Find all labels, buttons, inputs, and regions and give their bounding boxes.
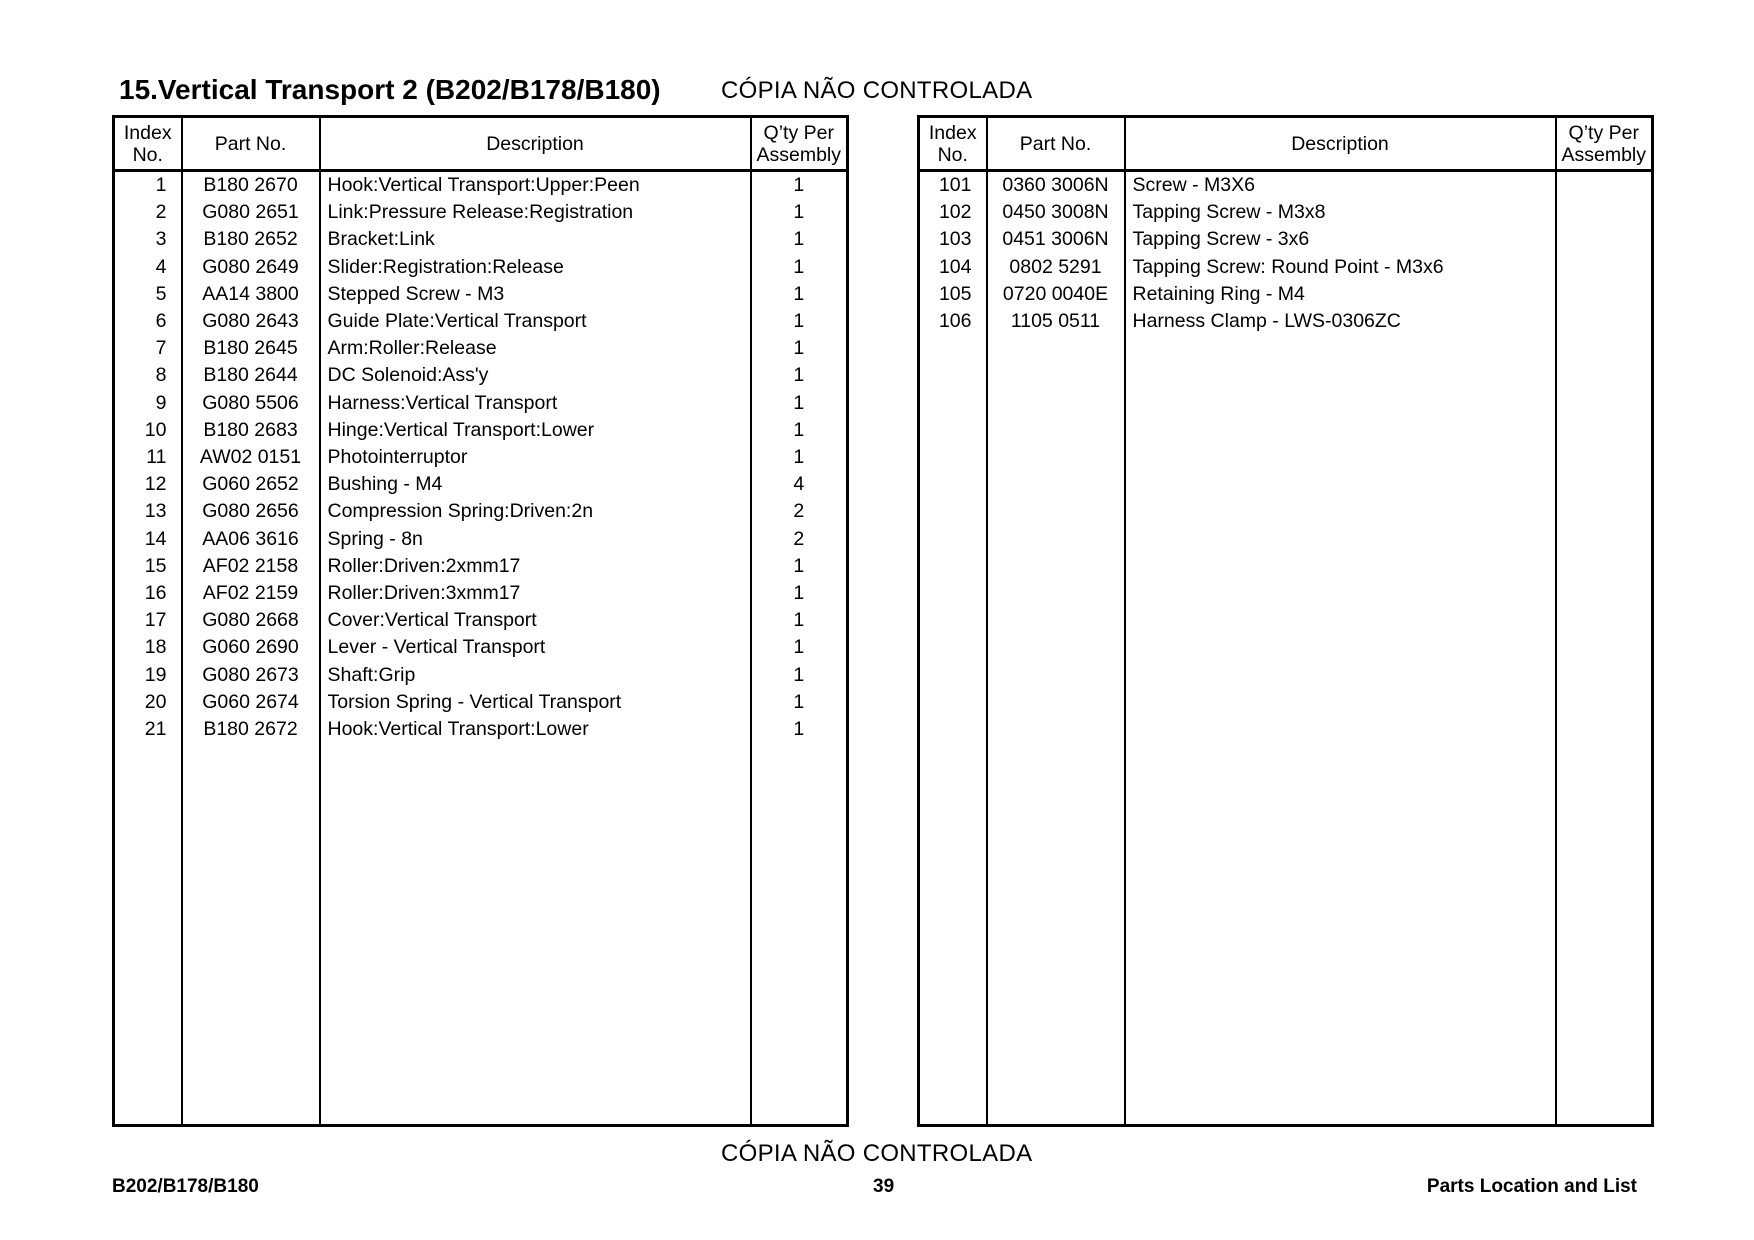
cell-part-no: 1105 0511 (987, 308, 1125, 335)
cell-index: 18 (114, 634, 182, 661)
cell-index: 14 (114, 526, 182, 553)
cell-qty (1556, 199, 1653, 226)
cell-index: 5 (114, 281, 182, 308)
cell-index: 4 (114, 254, 182, 281)
page-title: 15.Vertical Transport 2 (B202/B178/B180) (119, 74, 661, 105)
table-row (919, 308, 1653, 335)
cell-part-no: 0802 5291 (987, 254, 1125, 281)
cell-qty: 2 (751, 526, 848, 553)
cell-part-no: G060 2690 (182, 634, 320, 661)
cell-qty: 1 (751, 607, 848, 634)
cell-description: Link:Pressure Release:Registration (320, 199, 751, 226)
cell-part-no: G080 2656 (182, 498, 320, 525)
cell-index: 19 (114, 662, 182, 689)
table-row (919, 226, 1653, 253)
cell-part-no: AA14 3800 (182, 281, 320, 308)
cell-part-no: G060 2674 (182, 689, 320, 716)
cell-qty: 4 (751, 471, 848, 498)
cell-part-no: B180 2670 (182, 171, 320, 200)
cell-description: Screw - M3X6 (1125, 171, 1556, 200)
cell-qty: 1 (751, 390, 848, 417)
table-row (114, 254, 848, 281)
cell-qty: 1 (751, 634, 848, 661)
cell-part-no: B180 2683 (182, 417, 320, 444)
cell-description: DC Solenoid:Ass'y (320, 362, 751, 389)
cell-part-no: G060 2652 (182, 471, 320, 498)
cell-qty (1556, 226, 1653, 253)
empty-cell (320, 743, 751, 1125)
cell-part-no: 0360 3006N (987, 171, 1125, 200)
table-filler-row (919, 335, 1653, 1125)
table-row (919, 171, 1653, 200)
cell-part-no: G080 5506 (182, 390, 320, 417)
cell-qty: 1 (751, 417, 848, 444)
cell-index: 16 (114, 580, 182, 607)
cell-description: Lever - Vertical Transport (320, 634, 751, 661)
table-row (114, 716, 848, 743)
cell-part-no: 0450 3008N (987, 199, 1125, 226)
cell-qty (1556, 281, 1653, 308)
cell-description: Hook:Vertical Transport:Lower (320, 716, 751, 743)
table-row (114, 553, 848, 580)
table-row (919, 281, 1653, 308)
cell-part-no: AF02 2159 (182, 580, 320, 607)
table-row (114, 471, 848, 498)
table-row (114, 607, 848, 634)
footer-model: B202/B178/B180 (112, 1176, 259, 1197)
header-part-no: Part No. (182, 117, 320, 171)
empty-cell (114, 743, 182, 1125)
header-part-no: Part No. (987, 117, 1125, 171)
table-row (114, 335, 848, 362)
cell-description: Hook:Vertical Transport:Upper:Peen (320, 171, 751, 200)
table-body-right (919, 171, 1653, 1126)
cell-description: Bushing - M4 (320, 471, 751, 498)
cell-index: 13 (114, 498, 182, 525)
header-index: Index No. (919, 117, 987, 171)
cell-index: 12 (114, 471, 182, 498)
table-row (114, 417, 848, 444)
cell-description: Slider:Registration:Release (320, 254, 751, 281)
table-body-left (114, 171, 848, 1126)
table-row (114, 689, 848, 716)
cell-description: Compression Spring:Driven:2n (320, 498, 751, 525)
header-index: Index No. (114, 117, 182, 171)
table-row (114, 444, 848, 471)
cell-part-no: AA06 3616 (182, 526, 320, 553)
cell-description: Guide Plate:Vertical Transport (320, 308, 751, 335)
parts-table-right (917, 115, 1654, 1127)
table-row (919, 254, 1653, 281)
cell-index: 7 (114, 335, 182, 362)
cell-qty: 1 (751, 553, 848, 580)
cell-description: Harness Clamp - LWS-0306ZC (1125, 308, 1556, 335)
cell-part-no: B180 2672 (182, 716, 320, 743)
cell-index: 105 (919, 281, 987, 308)
table-row (114, 390, 848, 417)
cell-description: Retaining Ring - M4 (1125, 281, 1556, 308)
table-row (114, 498, 848, 525)
cell-index: 21 (114, 716, 182, 743)
table-row (114, 199, 848, 226)
cell-index: 17 (114, 607, 182, 634)
cell-part-no: B180 2652 (182, 226, 320, 253)
cell-description: Bracket:Link (320, 226, 751, 253)
cell-qty: 1 (751, 281, 848, 308)
cell-description: Torsion Spring - Vertical Transport (320, 689, 751, 716)
cell-description: Tapping Screw: Round Point - M3x6 (1125, 254, 1556, 281)
table-row (114, 281, 848, 308)
cell-description: Hinge:Vertical Transport:Lower (320, 417, 751, 444)
cell-index: 106 (919, 308, 987, 335)
header-description: Description (320, 117, 751, 171)
table-row (919, 199, 1653, 226)
footer-section: Parts Location and List (1426, 1176, 1637, 1197)
cell-qty: 1 (751, 199, 848, 226)
empty-cell (987, 335, 1125, 1125)
cell-part-no: B180 2644 (182, 362, 320, 389)
table-filler-row (114, 743, 848, 1125)
parts-table-left (112, 115, 849, 1127)
cell-index: 8 (114, 362, 182, 389)
cell-part-no: G080 2651 (182, 199, 320, 226)
cell-part-no: G080 2673 (182, 662, 320, 689)
cell-index: 104 (919, 254, 987, 281)
cell-description: Harness:Vertical Transport (320, 390, 751, 417)
cell-description: Stepped Screw - M3 (320, 281, 751, 308)
cell-part-no: 0451 3006N (987, 226, 1125, 253)
table-row (114, 308, 848, 335)
cell-qty: 1 (751, 335, 848, 362)
cell-description: Roller:Driven:3xmm17 (320, 580, 751, 607)
table-row (114, 662, 848, 689)
cell-qty: 1 (751, 308, 848, 335)
cell-description: Tapping Screw - M3x8 (1125, 199, 1556, 226)
cell-index: 3 (114, 226, 182, 253)
table-row (114, 580, 848, 607)
cell-description: Cover:Vertical Transport (320, 607, 751, 634)
header-description: Description (1125, 117, 1556, 171)
cell-qty: 1 (751, 254, 848, 281)
empty-cell (182, 743, 320, 1125)
cell-qty: 1 (751, 444, 848, 471)
cell-index: 10 (114, 417, 182, 444)
cell-part-no: AF02 2158 (182, 553, 320, 580)
cell-qty: 1 (751, 580, 848, 607)
empty-cell (1556, 335, 1653, 1125)
cell-part-no: AW02 0151 (182, 444, 320, 471)
cell-qty (1556, 308, 1653, 335)
table-row (114, 362, 848, 389)
cell-qty: 1 (751, 362, 848, 389)
cell-qty (1556, 171, 1653, 200)
cell-qty: 1 (751, 171, 848, 200)
table-header-row (919, 117, 1653, 171)
cell-index: 9 (114, 390, 182, 417)
cell-part-no: G080 2668 (182, 607, 320, 634)
table-row (114, 526, 848, 553)
cell-index: 103 (919, 226, 987, 253)
cell-qty (1556, 254, 1653, 281)
cell-index: 11 (114, 444, 182, 471)
cell-qty: 1 (751, 662, 848, 689)
watermark-bottom: CÓPIA NÃO CONTROLADA (721, 1140, 1033, 1167)
watermark-top: CÓPIA NÃO CONTROLADA (721, 77, 1033, 104)
empty-cell (751, 743, 848, 1125)
empty-cell (1125, 335, 1556, 1125)
cell-description: Shaft:Grip (320, 662, 751, 689)
cell-index: 102 (919, 199, 987, 226)
cell-qty: 2 (751, 498, 848, 525)
header-qty: Q’ty Per Assembly (751, 117, 848, 171)
cell-index: 15 (114, 553, 182, 580)
cell-index: 20 (114, 689, 182, 716)
cell-description: Photointerruptor (320, 444, 751, 471)
cell-qty: 1 (751, 689, 848, 716)
cell-index: 101 (919, 171, 987, 200)
cell-description: Arm:Roller:Release (320, 335, 751, 362)
cell-index: 2 (114, 199, 182, 226)
footer-page-number: 39 (873, 1176, 895, 1197)
table-row (114, 226, 848, 253)
cell-part-no: G080 2649 (182, 254, 320, 281)
cell-part-no: 0720 0040E (987, 281, 1125, 308)
empty-cell (919, 335, 987, 1125)
cell-index: 1 (114, 171, 182, 200)
header-qty: Q’ty Per Assembly (1556, 117, 1653, 171)
cell-qty: 1 (751, 226, 848, 253)
cell-part-no: B180 2645 (182, 335, 320, 362)
cell-description: Spring - 8n (320, 526, 751, 553)
cell-description: Roller:Driven:2xmm17 (320, 553, 751, 580)
cell-index: 6 (114, 308, 182, 335)
cell-description: Tapping Screw - 3x6 (1125, 226, 1556, 253)
table-row (114, 634, 848, 661)
cell-part-no: G080 2643 (182, 308, 320, 335)
table-row (114, 171, 848, 200)
cell-qty: 1 (751, 716, 848, 743)
table-header-row (114, 117, 848, 171)
